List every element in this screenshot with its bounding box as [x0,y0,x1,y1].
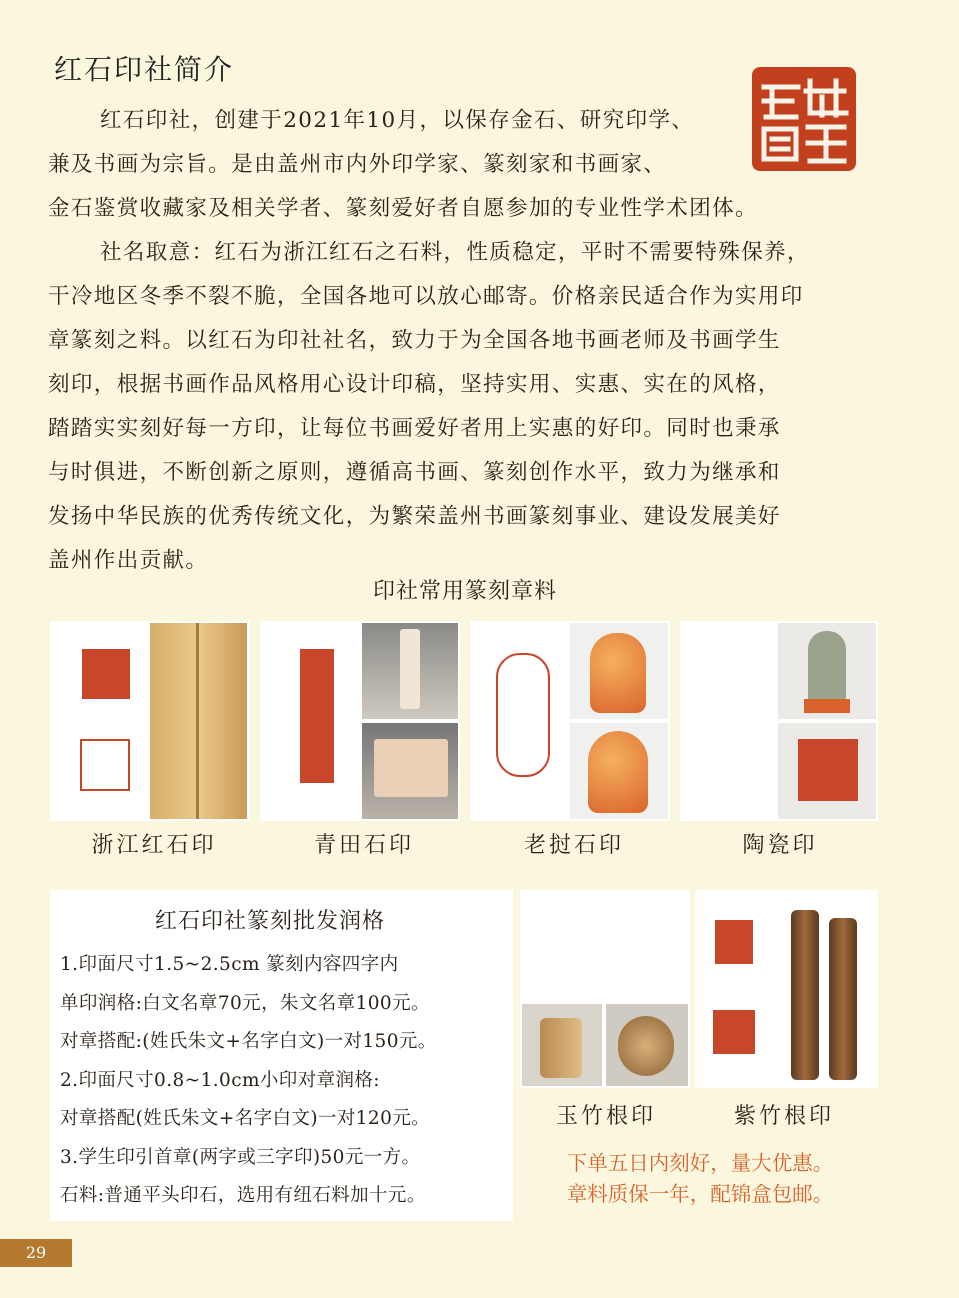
bamboo-root-photo [829,918,857,1080]
pricing-line: 2.印面尺寸0.8~1.0cm小印对章润格: [60,1069,380,1091]
promo-line: 章料质保一年，配锦盒包邮。 [566,1182,834,1206]
intro-line: 社名取意：红石为浙江红石之石料，性质稳定，平时不需要特殊保养， [100,240,810,265]
page-number: 29 [0,1239,72,1267]
bamboo-caption: 玉竹根印 [555,1104,656,1129]
material-panel-laos [470,621,670,821]
page-title: 红石印社简介 [54,53,235,86]
seal-impression [713,1010,755,1054]
seal-impression [496,653,550,777]
red-stone-photo [150,623,247,819]
material-panel-qingtian [260,621,460,821]
intro-line: 兼及书画为宗旨。是由盖州市内外印学家、篆刻家和书画家、 [48,152,667,177]
intro-line: 与时俱进，不断创新之原则，遵循高书画、篆刻创作水平，致力为继承和 [48,460,781,485]
intro-line: 踏踏实实刻好每一方印，让每位书画爱好者用上实惠的好印。同时也秉承 [48,416,781,441]
bamboo-seal-photo [606,1004,688,1086]
purple-bamboo-panel [695,890,878,1088]
ceramic-seal-photo [778,723,876,819]
ceramic-seal-photo [778,623,876,719]
qingtian-stone-photo [362,623,458,719]
pricing-line: 单印润格:白文名章70元，朱文名章100元。 [60,992,430,1014]
material-caption: 陶瓷印 [742,833,818,858]
intro-line: 红石印社，创建于2021年10月，以保存金石、研究印学、 [100,108,695,133]
seal-impression [300,649,334,783]
bamboo-root-photo [791,910,819,1080]
seal-impression [570,898,646,982]
intro-text [48,99,880,583]
qingtian-stone-photo [362,723,458,819]
intro-line: 发扬中华民族的优秀传统文化，为繁荣盖州书画篆刻事业、建设发展美好 [48,504,781,529]
pricing-line: 对章搭配:(姓氏朱文+名字白文)一对150元。 [60,1031,437,1052]
pricing-box [50,890,513,1221]
pricing-line: 对章搭配(姓氏朱文+名字白文)一对120元。 [60,1108,431,1129]
material-caption: 青田石印 [313,833,414,858]
seal-impression [692,667,772,747]
pricing-list [60,946,510,1216]
bamboo-seal-photo [522,1004,602,1086]
pricing-line: 3.学生印引首章(两字或三字印)50元一方。 [60,1146,421,1168]
material-caption: 老挝石印 [523,833,624,858]
bamboo-caption: 紫竹根印 [733,1104,834,1129]
intro-line: 刻印，根据书画作品风格用心设计印稿，坚持实用、实惠、实在的风格， [48,372,781,397]
material-panel-ceramic [680,621,878,821]
material-caption: 浙江红石印 [91,833,217,858]
promo-text [515,1148,885,1210]
intro-line: 干冷地区冬季不裂不脆，全国各地可以放心邮寄。价格亲民适合作为实用印 [48,284,804,309]
intro-line: 盖州作出贡献。 [48,548,209,573]
pricing-line: 石料:普通平头印石，选用有纽石料加十元。 [60,1185,426,1206]
seal-impression [715,920,753,964]
seal-impression [80,739,130,791]
laos-stone-photo [570,723,668,819]
intro-line: 章篆刻之料。以红石为印社社名，致力于为全国各地书画老师及书画学生 [48,328,781,353]
materials-heading: 印社常用篆刻章料 [372,579,557,604]
intro-line: 金石鉴赏收藏家及相关学者、篆刻爱好者自愿参加的专业性学术团体。 [48,196,758,221]
laos-stone-photo [570,623,668,719]
material-panel-zhejiang [50,621,250,821]
jade-bamboo-panel [520,890,690,1088]
promo-line: 下单五日内刻好，量大优惠。 [566,1151,834,1175]
seal-impression [82,649,130,699]
pricing-title: 红石印社篆刻批发润格 [154,909,385,934]
pricing-line: 1.印面尺寸1.5~2.5cm 篆刻内容四字内 [60,954,399,975]
